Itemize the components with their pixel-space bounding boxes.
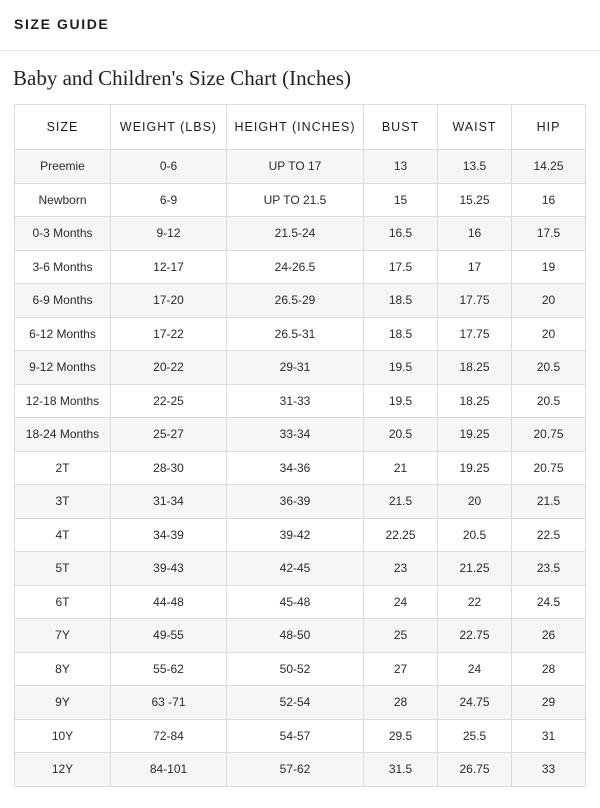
cell-height: 36-39 <box>227 485 364 519</box>
cell-waist: 16 <box>438 217 512 251</box>
cell-waist: 17.75 <box>438 317 512 351</box>
cell-height: UP TO 21.5 <box>227 183 364 217</box>
cell-size: Preemie <box>15 150 111 184</box>
header-title: SIZE GUIDE <box>14 16 110 32</box>
cell-height: 52-54 <box>227 686 364 720</box>
cell-waist: 17.75 <box>438 284 512 318</box>
table-row <box>15 619 586 653</box>
cell-bust: 24 <box>364 585 438 619</box>
cell-height: 50-52 <box>227 652 364 686</box>
cell-bust: 28 <box>364 686 438 720</box>
cell-waist: 18.25 <box>438 351 512 385</box>
table-row <box>15 317 586 351</box>
cell-size: 2T <box>15 451 111 485</box>
cell-height: 45-48 <box>227 585 364 619</box>
table-row <box>15 719 586 753</box>
cell-size: 7Y <box>15 619 111 653</box>
cell-hip: 14.25 <box>512 150 586 184</box>
cell-waist: 24 <box>438 652 512 686</box>
cell-hip: 29 <box>512 686 586 720</box>
cell-size: 8Y <box>15 652 111 686</box>
cell-waist: 20.5 <box>438 518 512 552</box>
cell-size: 6T <box>15 585 111 619</box>
cell-waist: 25.5 <box>438 719 512 753</box>
cell-bust: 29.5 <box>364 719 438 753</box>
column-header-height: HEIGHT (INCHES) <box>227 105 364 150</box>
cell-hip: 17.5 <box>512 217 586 251</box>
cell-height: 21.5-24 <box>227 217 364 251</box>
table-row <box>15 284 586 318</box>
cell-hip: 22.5 <box>512 518 586 552</box>
cell-bust: 18.5 <box>364 284 438 318</box>
cell-waist: 22.75 <box>438 619 512 653</box>
table-row <box>15 552 586 586</box>
cell-size: 4T <box>15 518 111 552</box>
cell-size: 10Y <box>15 719 111 753</box>
cell-weight: 84-101 <box>111 753 227 787</box>
table-row <box>15 384 586 418</box>
cell-height: UP TO 17 <box>227 150 364 184</box>
table-row <box>15 150 586 184</box>
cell-bust: 27 <box>364 652 438 686</box>
table-body <box>15 150 586 787</box>
cell-size: 6-9 Months <box>15 284 111 318</box>
cell-bust: 20.5 <box>364 418 438 452</box>
table-header <box>15 105 586 150</box>
cell-size: 3-6 Months <box>15 250 111 284</box>
table-row <box>15 183 586 217</box>
cell-height: 33-34 <box>227 418 364 452</box>
cell-height: 34-36 <box>227 451 364 485</box>
cell-bust: 22.25 <box>364 518 438 552</box>
cell-size: 6-12 Months <box>15 317 111 351</box>
cell-waist: 26.75 <box>438 753 512 787</box>
cell-waist: 17 <box>438 250 512 284</box>
cell-height: 26.5-31 <box>227 317 364 351</box>
cell-waist: 13.5 <box>438 150 512 184</box>
cell-hip: 20.75 <box>512 418 586 452</box>
cell-bust: 23 <box>364 552 438 586</box>
cell-weight: 72-84 <box>111 719 227 753</box>
cell-waist: 20 <box>438 485 512 519</box>
cell-bust: 19.5 <box>364 384 438 418</box>
cell-hip: 20.75 <box>512 451 586 485</box>
page-header <box>0 0 600 51</box>
table-row <box>15 351 586 385</box>
cell-bust: 16.5 <box>364 217 438 251</box>
cell-size: 3T <box>15 485 111 519</box>
cell-hip: 20 <box>512 317 586 351</box>
cell-bust: 31.5 <box>364 753 438 787</box>
cell-hip: 24.5 <box>512 585 586 619</box>
cell-weight: 39-43 <box>111 552 227 586</box>
table-row <box>15 217 586 251</box>
size-chart-table <box>14 104 586 787</box>
cell-height: 39-42 <box>227 518 364 552</box>
column-header-size: SIZE <box>15 105 111 150</box>
cell-waist: 19.25 <box>438 418 512 452</box>
cell-height: 54-57 <box>227 719 364 753</box>
cell-hip: 16 <box>512 183 586 217</box>
cell-weight: 17-22 <box>111 317 227 351</box>
cell-bust: 18.5 <box>364 317 438 351</box>
cell-hip: 20.5 <box>512 351 586 385</box>
cell-size: 12Y <box>15 753 111 787</box>
cell-hip: 19 <box>512 250 586 284</box>
cell-weight: 31-34 <box>111 485 227 519</box>
column-header-waist: WAIST <box>438 105 512 150</box>
table-row <box>15 686 586 720</box>
cell-weight: 44-48 <box>111 585 227 619</box>
cell-weight: 63 -71 <box>111 686 227 720</box>
cell-waist: 22 <box>438 585 512 619</box>
cell-size: 12-18 Months <box>15 384 111 418</box>
cell-bust: 21 <box>364 451 438 485</box>
chart-title: Baby and Children's Size Chart (Inches) <box>13 66 351 90</box>
cell-weight: 9-12 <box>111 217 227 251</box>
cell-hip: 28 <box>512 652 586 686</box>
cell-height: 24-26.5 <box>227 250 364 284</box>
table-row <box>15 753 586 787</box>
table-row <box>15 485 586 519</box>
table-row <box>15 585 586 619</box>
column-header-hip: HIP <box>512 105 586 150</box>
table-header-row <box>15 105 586 150</box>
cell-height: 42-45 <box>227 552 364 586</box>
cell-weight: 34-39 <box>111 518 227 552</box>
cell-hip: 21.5 <box>512 485 586 519</box>
cell-weight: 6-9 <box>111 183 227 217</box>
cell-weight: 12-17 <box>111 250 227 284</box>
cell-height: 29-31 <box>227 351 364 385</box>
cell-bust: 25 <box>364 619 438 653</box>
cell-hip: 23.5 <box>512 552 586 586</box>
cell-weight: 0-6 <box>111 150 227 184</box>
cell-height: 31-33 <box>227 384 364 418</box>
cell-hip: 33 <box>512 753 586 787</box>
cell-hip: 20 <box>512 284 586 318</box>
cell-bust: 15 <box>364 183 438 217</box>
cell-weight: 22-25 <box>111 384 227 418</box>
cell-bust: 13 <box>364 150 438 184</box>
cell-weight: 49-55 <box>111 619 227 653</box>
cell-height: 57-62 <box>227 753 364 787</box>
cell-size: 5T <box>15 552 111 586</box>
cell-height: 48-50 <box>227 619 364 653</box>
cell-waist: 15.25 <box>438 183 512 217</box>
cell-weight: 28-30 <box>111 451 227 485</box>
cell-weight: 25-27 <box>111 418 227 452</box>
table-row <box>15 250 586 284</box>
cell-waist: 24.75 <box>438 686 512 720</box>
cell-weight: 55-62 <box>111 652 227 686</box>
cell-weight: 17-20 <box>111 284 227 318</box>
cell-size: 18-24 Months <box>15 418 111 452</box>
column-header-bust: BUST <box>364 105 438 150</box>
cell-hip: 20.5 <box>512 384 586 418</box>
cell-hip: 31 <box>512 719 586 753</box>
table-row <box>15 418 586 452</box>
cell-size: 9-12 Months <box>15 351 111 385</box>
cell-bust: 19.5 <box>364 351 438 385</box>
cell-waist: 19.25 <box>438 451 512 485</box>
cell-waist: 18.25 <box>438 384 512 418</box>
table-row <box>15 518 586 552</box>
cell-bust: 21.5 <box>364 485 438 519</box>
table-row <box>15 451 586 485</box>
table-row <box>15 652 586 686</box>
column-header-weight: WEIGHT (LBS) <box>111 105 227 150</box>
cell-height: 26.5-29 <box>227 284 364 318</box>
cell-bust: 17.5 <box>364 250 438 284</box>
cell-size: 9Y <box>15 686 111 720</box>
cell-hip: 26 <box>512 619 586 653</box>
cell-weight: 20-22 <box>111 351 227 385</box>
cell-size: Newborn <box>15 183 111 217</box>
cell-waist: 21.25 <box>438 552 512 586</box>
cell-size: 0-3 Months <box>15 217 111 251</box>
